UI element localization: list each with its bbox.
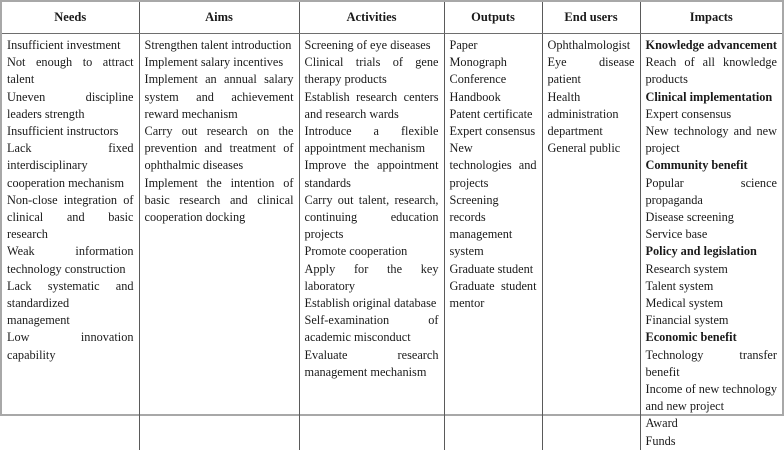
aims-cell <box>139 34 299 450</box>
aims-item: Implement salary incentives <box>144 55 284 70</box>
activities-item: Clinical trials of gene therapy products <box>304 55 439 87</box>
activities-item: Screening of eye diseases <box>304 38 431 52</box>
activities-cell <box>299 34 444 450</box>
header-row <box>2 2 782 34</box>
impacts-item: New technology and new project <box>645 124 777 156</box>
end-users-item: Ophthalmologist <box>547 38 631 52</box>
needs-item: Lack fixed interdisciplinary cooperation mechanism <box>7 141 134 190</box>
outputs-item: Patent certificate <box>449 106 533 121</box>
activities-item: Carry out talent, research, continuing education projects <box>304 192 439 242</box>
outputs-item: Handbook <box>449 89 501 104</box>
impacts-item: Technology transfer benefit <box>645 347 777 379</box>
impacts-item: Disease screening <box>645 210 734 225</box>
impacts-item: Research system <box>645 261 728 276</box>
activities-item: Establish original database <box>304 296 437 311</box>
impacts-item: Financial system <box>645 313 729 328</box>
header-end-users: End users <box>542 2 640 34</box>
body-row <box>2 34 782 450</box>
needs-item: Lack systematic and standardized management <box>7 278 134 328</box>
end-users-item: Health administration department <box>547 89 619 139</box>
outputs-item: Expert consensus <box>449 124 536 139</box>
needs-cell <box>2 34 139 450</box>
activities-item: Improve the appointment standards <box>304 158 439 190</box>
impacts-item: Award <box>645 416 678 431</box>
header-impacts: Impacts <box>640 2 782 34</box>
outputs-item: New technologies and projects <box>449 141 537 190</box>
aims-item: Carry out research on the prevention and treatment of ophthalmic diseases <box>144 124 294 173</box>
impacts-item: Income of new technology and new project <box>645 382 777 414</box>
impact-category-heading: Economic benefit <box>645 330 737 345</box>
outputs-cell <box>444 34 542 450</box>
needs-item: Weak information technology construction <box>7 244 134 276</box>
impact-category-heading: Clinical implementation <box>645 89 773 104</box>
aims-item: Implement the intention of basic research and clinical cooperation docking <box>144 175 294 225</box>
aims-item: Strengthen talent introduction <box>144 38 292 52</box>
header-activities: Activities <box>299 2 444 34</box>
outputs-item: Monograph <box>449 55 507 70</box>
outputs-item: Screening records management system <box>449 192 513 259</box>
outputs-item: Graduate student <box>449 261 534 276</box>
end-users-item: General public <box>547 141 621 156</box>
logic-model-table <box>2 2 782 450</box>
activities-item: Promote cooperation <box>304 244 408 259</box>
activities-item: Self-examination of academic misconduct <box>304 313 439 345</box>
impacts-item: Service base <box>645 227 708 242</box>
needs-item: Insufficient instructors <box>7 124 119 139</box>
impacts-cell <box>640 34 782 450</box>
needs-item: Non-close integration of clinical and basic research <box>7 192 134 242</box>
impacts-item: Funds <box>645 433 676 448</box>
end-users-cell <box>542 34 640 450</box>
aims-item: Implement an annual salary system and achievement reward mechanism <box>144 72 294 121</box>
impacts-item: Popular science propaganda <box>645 175 777 207</box>
outputs-item: Graduate student mentor <box>449 278 537 311</box>
impact-category-heading: Policy and legislation <box>645 244 757 259</box>
impact-category-heading: Community benefit <box>645 158 748 173</box>
header-aims: Aims <box>139 2 299 34</box>
needs-item: Not enough to attract talent <box>7 55 134 87</box>
impact-category-heading: Knowledge advancement <box>645 38 778 52</box>
header-outputs: Outputs <box>444 2 542 34</box>
needs-item: Insufficient investment <box>7 38 121 52</box>
impacts-item: Expert consensus <box>645 106 732 121</box>
end-users-item: Eye disease patient <box>547 55 635 87</box>
activities-item: Evaluate research management mechanism <box>304 347 439 379</box>
activities-item: Apply for the key laboratory <box>304 261 439 293</box>
activities-item: Establish research centers and research wards <box>304 89 439 121</box>
outputs-item: Paper <box>449 38 478 52</box>
header-needs: Needs <box>2 2 139 34</box>
outputs-item: Conference <box>449 72 507 87</box>
needs-item: Uneven discipline leaders strength <box>7 89 134 121</box>
impacts-item: Medical system <box>645 296 724 311</box>
impacts-item: Talent system <box>645 278 714 293</box>
needs-item: Low innovation capability <box>7 330 134 362</box>
impacts-item: Reach of all knowledge products <box>645 55 777 87</box>
activities-item: Introduce a flexible appointment mechanism <box>304 124 439 156</box>
